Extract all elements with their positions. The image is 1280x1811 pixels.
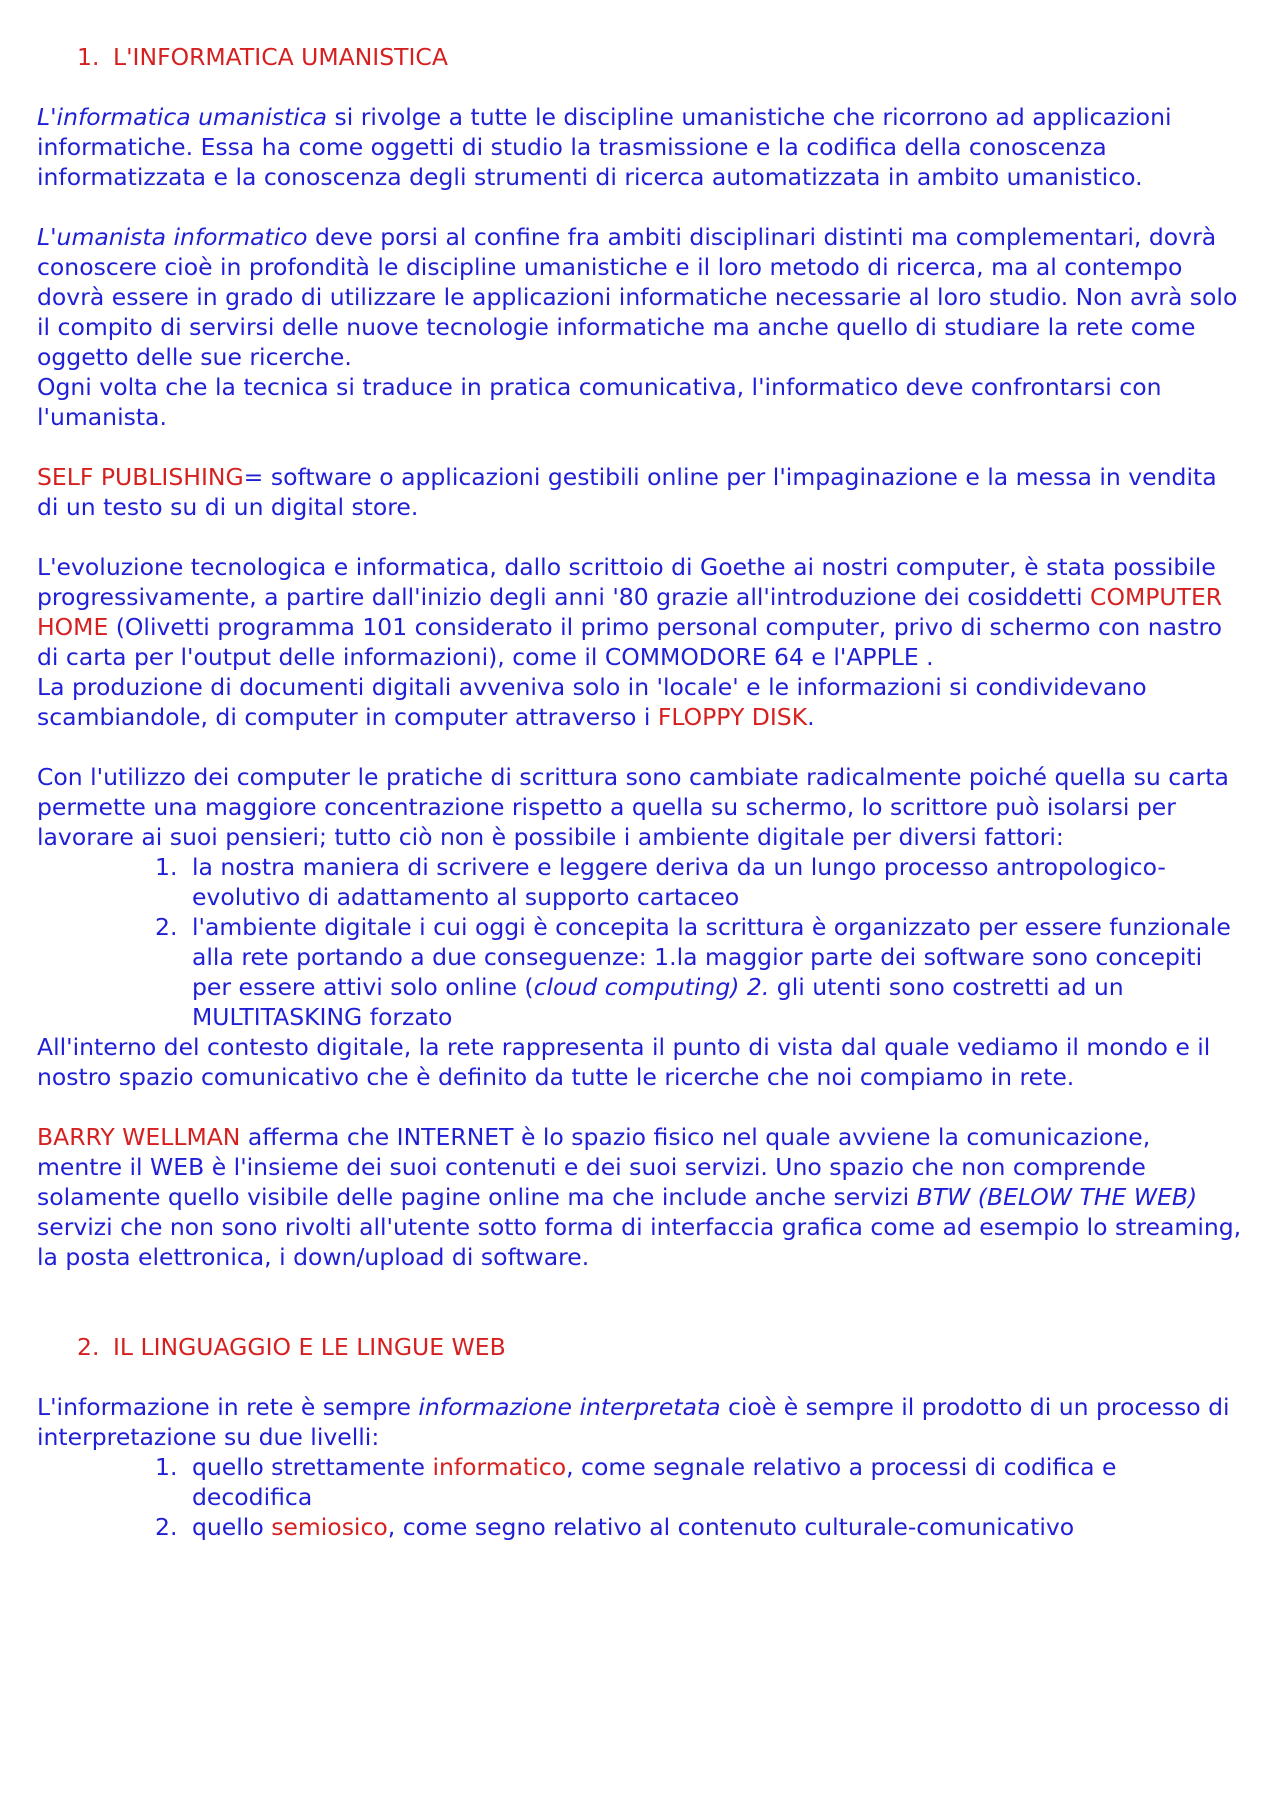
term-semiosico: semiosico <box>271 1513 388 1541</box>
term-umanista-informatico: L'umanista informatico <box>37 223 308 251</box>
term-informatico: informatico <box>432 1453 567 1481</box>
term-informatica-umanistica: L'informatica umanistica <box>37 103 328 131</box>
paragraph-self-publishing: SELF PUBLISHING= software o applicazioni gestibili online per l'impaginazione e la messa in vendita di un testo su di un digital store. <box>37 463 1217 521</box>
section-1-title: L'INFORMATICA UMANISTICA <box>113 43 448 71</box>
paragraph-umanista-informatico: L'umanista informatico deve porsi al confine fra ambiti disciplinari distinti ma complementari, dovrà conoscere cioè in profondità le discipline umanistiche e il loro metodo di ricerca, ma al contempo dovrà essere in grado di utilizzare le applicazioni informatiche necessarie al loro studio. Non avrà solo il compito di servirsi delle nuove tecnologie informatiche ma anche quello di studiare la rete come oggetto delle sue ricerche. <box>37 223 1238 371</box>
term-informazione-interpretata: informazione interpretata <box>418 1393 721 1421</box>
term-cloud-computing: cloud computing) 2. <box>533 973 770 1001</box>
term-barry-wellman: BARRY WELLMAN <box>37 1123 241 1151</box>
paragraph-pratiche-scrittura: Con l'utilizzo dei computer le pratiche di scrittura sono cambiate radicalmente poiché quella su carta permette una maggiore concentrazione rispetto a quella su schermo, lo scrittore può isolarsi per lavorare ai suoi pensieri; tutto ciò non è possibile i ambiente digitale per diversi fattori: <box>37 763 1229 851</box>
document-page <box>37 42 1242 1542</box>
list-item: 1. la nostra maniera di scrivere e leggere deriva da un lungo processo antropologico-evolutivo di adattamento al supporto cartaceo <box>155 853 1166 911</box>
term-below-the-web: BTW (BELOW THE WEB) <box>916 1183 1198 1211</box>
paragraph-evoluzione-tecnologica: L'evoluzione tecnologica e informatica, dallo scrittoio di Goethe ai nostri computer, è stata possibile progressivamente, a partire dall'inizio degli anni '80 grazie all'introduzione dei cosiddetti COMPUTER HOME (Olivetti programma 101 considerato il primo personal computer, privo di schermo con nastro di carta per l'output delle informazioni), come il COMMODORE 64 e l'APPLE . <box>37 553 1223 671</box>
list-item: 2. quello semiosico, come segno relativo al contenuto culturale-comunicativo <box>155 1513 1075 1541</box>
section-2-number: 2. <box>77 1333 100 1361</box>
paragraph-contesto-digitale: All'interno del contesto digitale, la rete rappresenta il punto di vista dal quale vediamo il mondo e il nostro spazio comunicativo che è definito da tutte le ricerche che noi compiamo in rete. <box>37 1033 1211 1091</box>
section-1-heading <box>77 42 1242 72</box>
list-item: 1. quello strettamente informatico, come segnale relativo a processi di codifica e decodifica <box>155 1453 1117 1511</box>
paragraph-barry-wellman: BARRY WELLMAN afferma che INTERNET è lo spazio fisico nel quale avviene la comunicazione, mentre il WEB è l'insieme dei suoi contenuti e dei suoi servizi. Uno spazio che non comprende solamente quello visibile delle pagine online ma che include anche servizi BTW (BELOW THE WEB) servizi che non sono rivolti all'utente sotto forma di interfaccia grafica come ad esempio lo streaming, la posta elettronica, i down/upload di software. <box>37 1123 1242 1271</box>
term-floppy-disk: FLOPPY DISK <box>657 703 808 731</box>
paragraph-tecnica-comunicativa: Ogni volta che la tecnica si traduce in pratica comunicativa, l'informatico deve confrontarsi con l'umanista. <box>37 373 1162 431</box>
list-fattori <box>37 852 1242 1032</box>
paragraph-informazione-interpretata: L'informazione in rete è sempre informazione interpretata cioè è sempre il prodotto di un processo di interpretazione su due livelli: <box>37 1393 1230 1451</box>
paragraph-informatica-umanistica: L'informatica umanistica si rivolge a tutte le discipline umanistiche che ricorrono ad applicazioni informatiche. Essa ha come oggetti di studio la trasmissione e la codifica della conoscenza informatizzata e la conoscenza degli strumenti di ricerca automatizzata in ambito umanistico. <box>37 103 1172 191</box>
list-item: 2. l'ambiente digitale i cui oggi è concepita la scrittura è organizzato per essere funzionale alla rete portando a due conseguenze: 1.la maggior parte dei software sono concepiti per essere attivi solo online (cloud computing) 2. gli utenti sono costretti ad un MULTITASKING forzato <box>155 913 1231 1031</box>
list-livelli <box>37 1452 1242 1542</box>
paragraph-floppy-disk: La produzione di documenti digitali avveniva solo in 'locale' e le informazioni si condividevano scambiandole, di computer in computer attraverso i FLOPPY DISK. <box>37 673 1147 731</box>
section-2-title: IL LINGUAGGIO E LE LINGUE WEB <box>113 1333 506 1361</box>
section-2-heading <box>77 1332 1242 1362</box>
section-1-number: 1. <box>77 43 100 71</box>
term-computer-home: COMPUTER HOME <box>37 583 1223 641</box>
term-self-publishing: SELF PUBLISHING <box>37 463 244 491</box>
